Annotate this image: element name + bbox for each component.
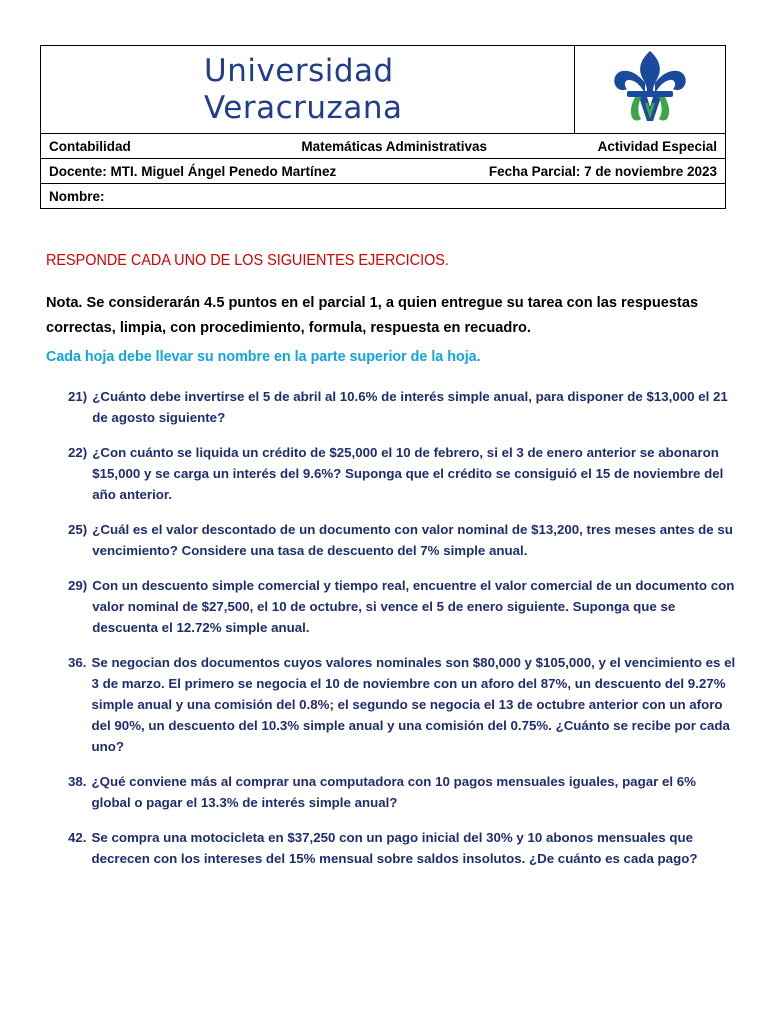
name-reminder: Cada hoja debe llevar su nombre en la parte superior de la hoja.: [46, 349, 481, 365]
logo-cell: [575, 46, 726, 134]
exercise-text: ¿Cuál es el valor descontado de un documento con valor nominal de $13,200, tres meses antes de su vencimiento? Considere una tasa de descuento del 7% simple anual.: [92, 522, 733, 558]
exercise-number: 29): [68, 578, 88, 593]
exercise-number: 21): [68, 389, 88, 404]
course-row: [41, 134, 726, 159]
exercise-item: [68, 442, 738, 505]
exercise-number: 38.: [68, 774, 87, 789]
exercise-number: 36.: [68, 655, 87, 670]
grading-note: Nota. Se considerarán 4.5 puntos en el parcial 1, a quien entregue su tarea con las respuestas correctas, limpia, con procedimiento, formula, respuesta en recuadro.: [46, 295, 699, 336]
exercise-number: 22): [68, 445, 88, 460]
activity-label: Actividad Especial: [597, 138, 717, 154]
teacher-row: [41, 159, 726, 184]
exercise-item: [68, 827, 738, 869]
exercise-text: Con un descuento simple comercial y tiempo real, encuentre el valor comercial de un documento con valor nominal de $27,500, el 10 de octubre, si vence el 5 de enero siguiente. Suponga que se descuenta el 12.72% simple anual.: [92, 578, 735, 635]
university-title-line2: Veracruzana: [204, 89, 403, 126]
exercise-text: ¿Con cuánto se liquida un crédito de $25,000 el 10 de febrero, si el 3 de enero anterior se abonaron $15,000 y se carga un interés del 9.6%? Suponga que el crédito se consiguió el 15 de noviembre del año anterior.: [92, 445, 724, 502]
university-title-line1: Universidad: [204, 52, 394, 89]
title-cell: [41, 46, 575, 134]
exercise-item: [68, 519, 738, 561]
exercise-list: [68, 386, 738, 883]
exercise-text: ¿Cuánto debe invertirse el 5 de abril al 10.6% de interés simple anual, para disponer de $13,000 el 21 de agosto siguiente?: [92, 389, 728, 425]
exercise-number: 42.: [68, 830, 87, 845]
exercise-number: 25): [68, 522, 88, 537]
exercise-text: ¿Qué conviene más al comprar una computadora con 10 pagos mensuales iguales, pagar el 6% global o pagar el 13.3% de interés simple anual?: [91, 774, 696, 810]
exercise-item: [68, 771, 738, 813]
exercise-text: Se negocian dos documentos cuyos valores nominales son $80,000 y $105,000, y el vencimiento es el 3 de marzo. El primero se negocia el 10 de noviembre con un aforo del 87%, un descuento del 9.27% simple anual y una comisión del 0.8%; el segundo se negocia el 13 de octubre anterior con un aforo del 90%, un descuento del 10.3% simple anual y una comisión del 0.75%. ¿Cuánto se recibe por cada uno?: [91, 655, 736, 754]
document-header: [40, 45, 726, 209]
teacher-name: Docente: MTI. Miguel Ángel Penedo Martínez: [49, 163, 337, 179]
exercise-item: [68, 652, 738, 757]
exam-date: Fecha Parcial: 7 de noviembre 2023: [488, 163, 717, 179]
exercise-item: [68, 575, 738, 638]
exercise-text: Se compra una motocicleta en $37,250 con un pago inicial del 30% y 10 abonos mensuales que decrecen con los intereses del 15% mensual sobre saldos insolutos. ¿De cuánto es cada pago?: [91, 830, 698, 866]
name-label: Nombre:: [49, 188, 105, 204]
exercise-item: [68, 386, 738, 428]
university-title: [204, 53, 574, 127]
uv-logo-icon: [605, 47, 695, 132]
course-name: Matemáticas Administrativas: [301, 138, 487, 154]
instructions-heading: RESPONDE CADA UNO DE LOS SIGUIENTES EJERCICIOS.: [46, 252, 449, 269]
name-row: [41, 184, 726, 209]
subject-area: Contabilidad: [49, 138, 131, 154]
